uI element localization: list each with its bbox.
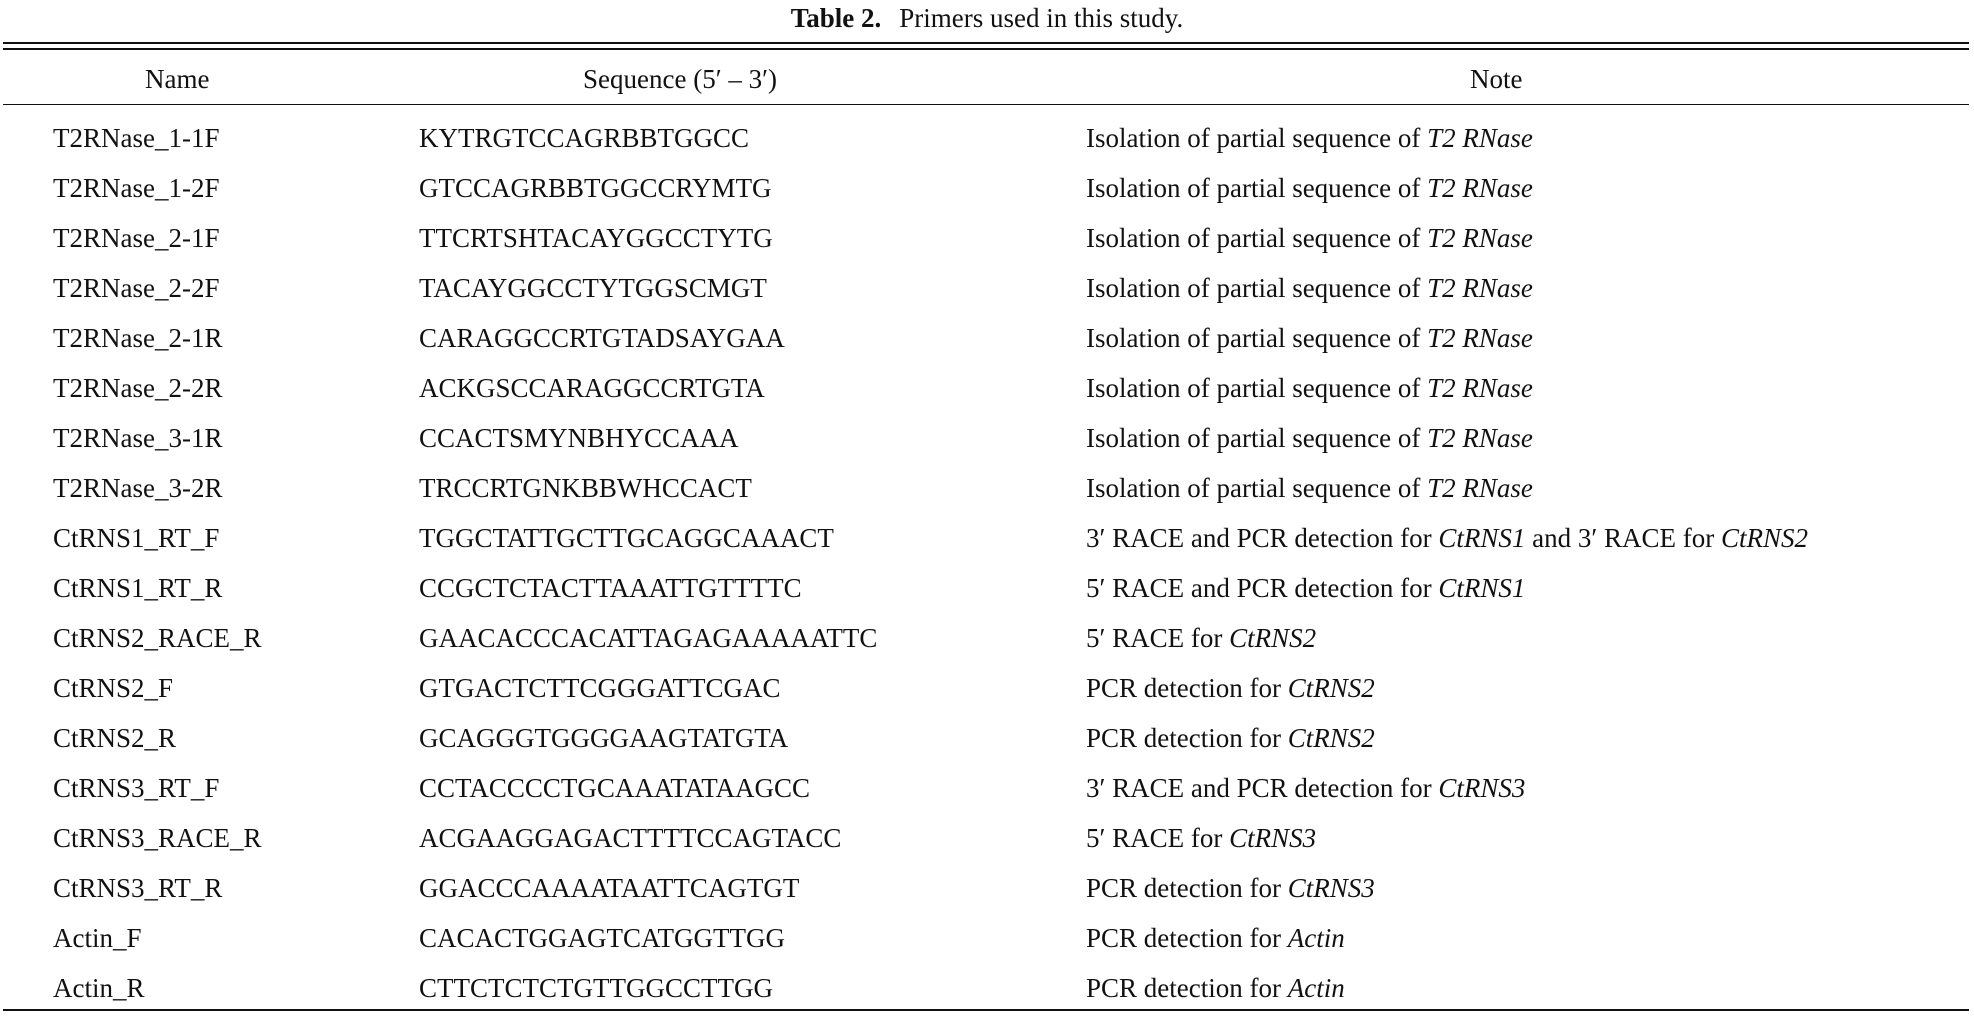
table-row [0, 363, 1974, 413]
column-header-note: Note [1470, 64, 1523, 94]
gene-name: Actin [1287, 973, 1345, 1003]
note-text: PCR detection for [1086, 973, 1288, 1003]
primer-name: T2RNase_2-1F [53, 223, 220, 253]
primer-name: CtRNS1_RT_F [53, 523, 220, 553]
gene-name: T2 RNase [1427, 473, 1533, 503]
primer-sequence: KYTRGTCCAGRBBTGGCC [419, 123, 750, 153]
table-row [0, 813, 1974, 863]
primer-sequence: TGGCTATTGCTTGCAGGCAAACT [419, 523, 834, 553]
primer-name: T2RNase_3-2R [53, 473, 223, 503]
primer-sequence: CACACTGGAGTCATGGTTGG [419, 923, 785, 953]
gene-name: T2 RNase [1427, 373, 1533, 403]
primer-name: CtRNS3_RACE_R [53, 823, 262, 853]
primer-sequence: CCGCTCTACTTAAATTGTTTTC [419, 573, 802, 603]
primer-name: T2RNase_3-1R [53, 423, 223, 453]
column-header-sequence: Sequence (5′ – 3′) [583, 64, 777, 94]
primer-sequence: CTTCTCTCTGTTGGCCTTGG [419, 973, 773, 1003]
note-text: 5′ RACE and PCR detection for [1086, 573, 1439, 603]
primer-sequence: GAACACCCACATTAGAGAAAAATTC [419, 623, 878, 653]
gene-name: CtRNS2 [1287, 673, 1375, 703]
table-row [0, 563, 1974, 613]
primer-sequence: CCTACCCCTGCAAATATAAGCC [419, 773, 811, 803]
table-row [0, 713, 1974, 763]
primer-name: T2RNase_2-2R [53, 373, 223, 403]
primer-sequence: CARAGGCCRTGTADSAYGAA [419, 323, 785, 353]
primer-note [1086, 713, 1375, 763]
note-text: Isolation of partial sequence of [1086, 473, 1428, 503]
primer-note [1086, 563, 1525, 613]
primer-name: CtRNS2_RACE_R [53, 623, 262, 653]
table-row [0, 763, 1974, 813]
gene-name: CtRNS3 [1229, 823, 1317, 853]
table-row [0, 213, 1974, 263]
table-row [0, 863, 1974, 913]
primer-sequence: TACAYGGCCTYTGGSCMGT [419, 273, 767, 303]
table-row [0, 163, 1974, 213]
table-row [0, 413, 1974, 463]
primer-note [1086, 813, 1316, 863]
gene-name: T2 RNase [1427, 273, 1533, 303]
note-text: and 3′ RACE for [1525, 523, 1722, 553]
gene-name: CtRNS3 [1438, 773, 1526, 803]
primer-sequence: GGACCCAAAATAATTCAGTGT [419, 873, 800, 903]
primer-name: T2RNase_1-2F [53, 173, 220, 203]
note-text: 5′ RACE for [1086, 823, 1230, 853]
gene-name: T2 RNase [1427, 173, 1533, 203]
note-text: PCR detection for [1086, 673, 1288, 703]
primer-note [1086, 613, 1316, 663]
column-header-name: Name [145, 64, 210, 94]
note-text: Isolation of partial sequence of [1086, 123, 1428, 153]
gene-name: CtRNS2 [1229, 623, 1317, 653]
primer-note [1086, 363, 1533, 413]
primer-note [1086, 663, 1375, 713]
table-row [0, 963, 1974, 1013]
primer-note [1086, 113, 1533, 163]
note-text: PCR detection for [1086, 923, 1288, 953]
primer-name: Actin_R [53, 973, 145, 1003]
primer-note [1086, 313, 1533, 363]
primer-note [1086, 913, 1345, 963]
note-text: Isolation of partial sequence of [1086, 223, 1428, 253]
primer-name: T2RNase_1-1F [53, 123, 220, 153]
primer-note [1086, 263, 1533, 313]
table-row [0, 113, 1974, 163]
primer-note [1086, 213, 1533, 263]
top-rule [3, 42, 1969, 44]
note-text: PCR detection for [1086, 723, 1288, 753]
primer-note [1086, 863, 1375, 913]
gene-name: CtRNS2 [1721, 523, 1809, 553]
gene-name: Actin [1287, 923, 1345, 953]
primer-name: CtRNS3_RT_R [53, 873, 223, 903]
primer-sequence: ACGAAGGAGACTTTTCCAGTACC [419, 823, 842, 853]
table-title: Primers used in this study. [899, 3, 1184, 33]
header-rule [3, 104, 1969, 105]
note-text: 5′ RACE for [1086, 623, 1230, 653]
gene-name: T2 RNase [1427, 323, 1533, 353]
table-row [0, 513, 1974, 563]
top-rule-inner [3, 48, 1969, 50]
primer-note [1086, 463, 1533, 513]
note-text: 3′ RACE and PCR detection for [1086, 523, 1439, 553]
table-row [0, 613, 1974, 663]
note-text: Isolation of partial sequence of [1086, 373, 1428, 403]
gene-name: CtRNS3 [1287, 873, 1375, 903]
note-text: PCR detection for [1086, 873, 1288, 903]
primer-sequence: GTCCAGRBBTGGCCRYMTG [419, 173, 772, 203]
bottom-rule [3, 1009, 1969, 1011]
table-label: Table 2. [790, 3, 882, 33]
primer-name: Actin_F [53, 923, 142, 953]
table-row [0, 463, 1974, 513]
primer-note [1086, 163, 1533, 213]
primer-sequence: GCAGGGTGGGGAAGTATGTA [419, 723, 789, 753]
gene-name: CtRNS2 [1287, 723, 1375, 753]
primer-sequence: GTGACTCTTCGGGATTCGAC [419, 673, 781, 703]
primer-name: T2RNase_2-1R [53, 323, 223, 353]
table-row [0, 313, 1974, 363]
primer-sequence: ACKGSCCARAGGCCRTGTA [419, 373, 765, 403]
table-row [0, 913, 1974, 963]
primer-note [1086, 763, 1525, 813]
note-text: Isolation of partial sequence of [1086, 323, 1428, 353]
primer-note [1086, 963, 1345, 1013]
primer-sequence: CCACTSMYNBHYCCAAA [419, 423, 739, 453]
table-row [0, 263, 1974, 313]
gene-name: T2 RNase [1427, 223, 1533, 253]
table-row [0, 663, 1974, 713]
gene-name: T2 RNase [1427, 123, 1533, 153]
primer-note [1086, 513, 1808, 563]
note-text: Isolation of partial sequence of [1086, 273, 1428, 303]
primer-name: CtRNS2_F [53, 673, 174, 703]
table-caption [0, 2, 1974, 34]
gene-name: T2 RNase [1427, 423, 1533, 453]
primer-name: T2RNase_2-2F [53, 273, 220, 303]
primer-name: CtRNS2_R [53, 723, 177, 753]
note-text: Isolation of partial sequence of [1086, 423, 1428, 453]
gene-name: CtRNS1 [1438, 573, 1526, 603]
primer-name: CtRNS1_RT_R [53, 573, 223, 603]
primer-name: CtRNS3_RT_F [53, 773, 220, 803]
table-header [0, 56, 1974, 102]
primer-sequence: TTCRTSHTACAYGGCCTYTG [419, 223, 773, 253]
gene-name: CtRNS1 [1438, 523, 1526, 553]
note-text: Isolation of partial sequence of [1086, 173, 1428, 203]
primer-sequence: TRCCRTGNKBBWHCCACT [419, 473, 752, 503]
primer-note [1086, 413, 1533, 463]
note-text: 3′ RACE and PCR detection for [1086, 773, 1439, 803]
